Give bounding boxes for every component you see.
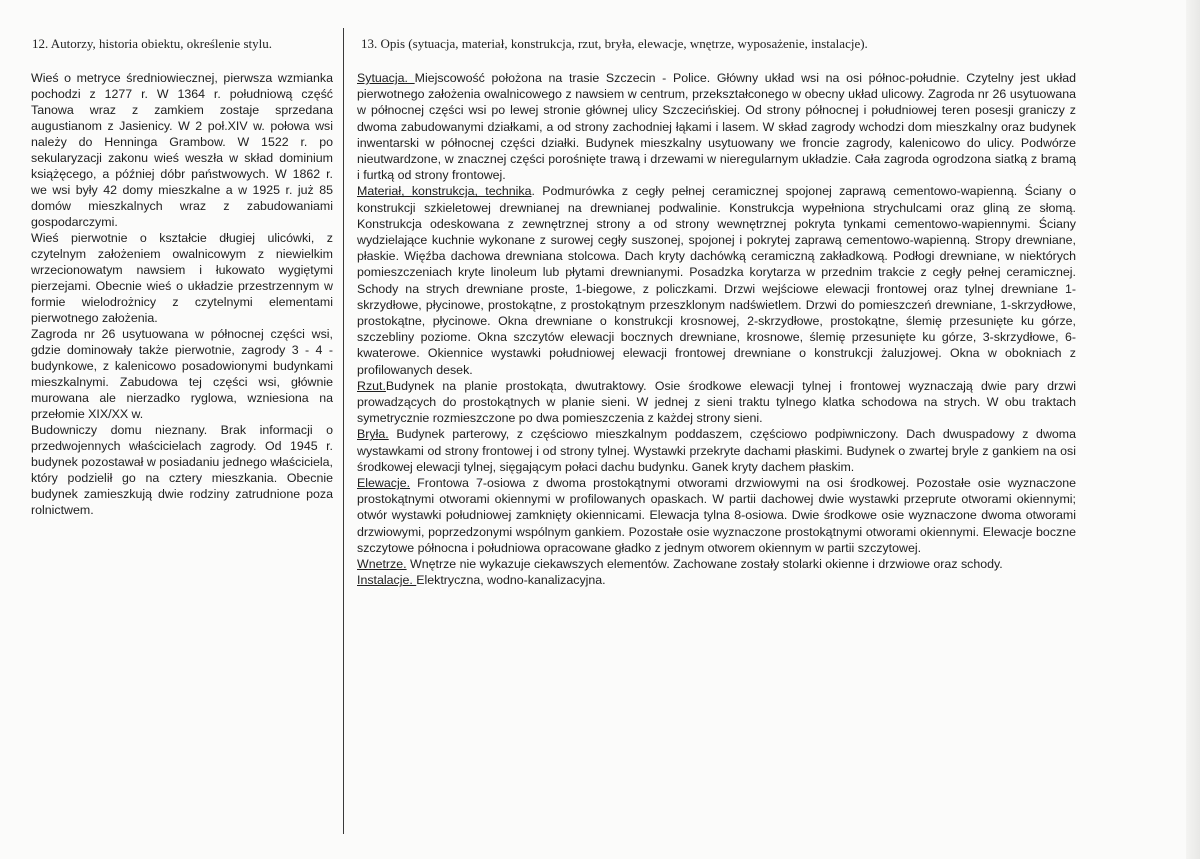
bryla-text: Budynek parterowy, z częściowo mieszkalnym poddaszem, częściowo podpiwniczony. Dach dwuspadowy z dwoma wystawkami od strony frontowej i od strony tylnej. Wystawki przekryte dachami płaskimi. Budynek o zwartej bryle z gankiem na osi środkowej elewacji tylnej, sięgającym połaci dachu budynku. Ganek kryty dachem płaskim. bbox=[357, 427, 1076, 474]
bryla-label: Bryła. bbox=[357, 427, 389, 442]
column-divider bbox=[343, 28, 344, 834]
wnetrze-label: Wnetrze. bbox=[357, 557, 407, 572]
bryla-paragraph bbox=[357, 426, 1076, 475]
rzut-label: Rzut. bbox=[357, 378, 386, 393]
sytuacja-label: Sytuacja. bbox=[357, 71, 415, 85]
scan-edge bbox=[1186, 0, 1200, 859]
elewacje-paragraph bbox=[357, 475, 1076, 556]
history-paragraph-3: Zagroda nr 26 usytuowana w północnej części wsi, gdzie dominowały także pierwotnie, zagrody 3 - 4 -budynkowe, z kalenicowo posadowionymi budynkami mieszkalnymi. Zabudowa tej części wsi, głównie murowana ale nierzadko ryglowa, wzniesiona na przełomie XIX/XX w. bbox=[31, 327, 333, 421]
wnetrze-paragraph bbox=[357, 556, 1076, 572]
rzut-text: Budynek na planie prostokąta, dwutraktowy. Osie środkowe elewacji tylnej i frontowej wyznaczają dwie pary drzwi prowadzących do prostokątnych w planie sieni. W jednej z sieni traktu tylnego klatka schodowa na strych. W obu traktach symetrycznie rozmieszczone po dwa pomieszczenia z każdej strony sieni. bbox=[357, 378, 1076, 426]
section-13-heading: 13. Opis (sytuacja, materiał, konstrukcja, rzut, bryła, elewacje, wnętrze, wyposażenie, instalacje). bbox=[361, 36, 868, 51]
instalacje-label: Instalacje. bbox=[357, 573, 417, 588]
wnetrze-text: Wnętrze nie wykazuje ciekawszych elementów. Zachowane zostały stolarki okienne i drzwiowe oraz schody. bbox=[406, 557, 1003, 572]
history-paragraph-4: Budowniczy domu nieznany. Brak informacji o przedwojennych właścicielach zagrody. Od 1945 r. budynek pozostawał w posiadaniu jednego właściciela, który podzielił go na cztery mieszkania. Obecnie budynek zamieszkują dwie rodziny zatrudnione poza rolnictwem. bbox=[31, 423, 333, 517]
description-column bbox=[357, 70, 1076, 589]
elewacje-text: Frontowa 7-osiowa z dwoma prostokątnymi otworami drzwiowymi na osi środkowej. Pozostałe osie wyznaczone prostokątnymi otworami okiennymi w profilowanych opaskach. W partii dachowej dwie wystawki przeprute otworami okiennymi; otwór wystawki południowej zamknięty okiennicami. Elewacja tylna 8-osiowa. Dwie środkowe osie wyznaczone dwoma otworami drzwiowymi, poprzedzonymi wspólnym gankiem. Pozostałe osie wyznaczone prostokątnymi otworami okiennymi. Elewacje boczne szczytowe północna i południowa opracowane gładko z jednym otworem okiennym w partii szczytowej. bbox=[357, 476, 1076, 555]
history-column bbox=[31, 70, 333, 518]
material-label: Materiał, konstrukcja, technika bbox=[357, 184, 532, 199]
rzut-paragraph bbox=[357, 378, 1076, 427]
elewacje-label: Elewacje. bbox=[357, 476, 411, 491]
history-paragraph-1: Wieś o metryce średniowiecznej, pierwsza wzmianka pochodzi z 1277 r. W 1364 r. południową część Tanowa wraz z zamkiem zostaje sprzedana augustianom z Jasienicy. W 2 poł.XIV w. połowa wsi należy do Henninga Grambow. W 1522 r. po sekularyzacji zakonu wieś weszła w skład dominium książęcego, a później dóbr państwowych. W 1862 r. we wsi były 42 domy mieszkalne a w 1925 r. już 85 domów mieszkalnych wraz z zabudowaniami gospodarczymi. bbox=[31, 71, 333, 229]
section-12-heading: 12. Autorzy, historia obiektu, określenie stylu. bbox=[32, 36, 272, 51]
material-paragraph bbox=[357, 183, 1076, 377]
history-paragraph-2: Wieś pierwotnie o kształcie długiej ulicówki, z czytelnym założeniem owalnicowym z niewielkim wrzecionowatym nawsiem i łukowato wygiętymi pierzejami. Obecnie wieś o układzie przestrzennym w formie wielodrożnicy z czytelnymi elementami pierwotnego założenia. bbox=[31, 231, 333, 325]
sytuacja-text: Miejscowość położona na trasie Szczecin - Police. Główny układ wsi na osi północ-południe. Czytelny jest układ pierwotnego założenia owalnicowego z nawsiem w centrum, przekształconego w obecny układ ulicowy. Zagroda nr 26 usytuowana w północnej części wsi po lewej stronie głównej ulicy Szczecińskiej. Od strony północnej i południowej teren posesji graniczy z dwoma zabudowanymi działkami, a od strony zachodniej łąkami i lasem. W skład zagrody wchodzi dom mieszkalny oraz budynek inwentarski w północnej części działki. Budynek mieszkalny usytuowany we froncie zagrody, kalenicowo do ulicy. Podwórze nieutwardzone, w znacznej części porośnięte trawą i drzewami w nieregularnym układzie. Cała zagroda ogrodzona siatką z bramą i furtką od strony frontowej. bbox=[357, 71, 1076, 183]
sytuacja-paragraph bbox=[357, 70, 1076, 183]
instalacje-text: Elektryczna, wodno-kanalizacyjna. bbox=[416, 573, 606, 588]
instalacje-paragraph bbox=[357, 572, 1076, 588]
material-text: . Podmurówka z cegły pełnej ceramicznej spojonej zaprawą cementowo-wapienną. Ściany o konstrukcji szkieletowej drewnianej na drewnianej podwalinie. Konstrukcja wypełniona strychulcami oraz gliną ze słomą. Konstrukcja odeskowana z zewnętrznej strony a od strony wewnętrznej pokryta tynkami cementowo-wapiennymi. Ściany wydzielające kuchnie wykonane z surowej cegły suszonej, spojonej i pokrytej zaprawą cementowo-wapienną. Stropy drewniane, płaskie. Więźba dachowa drewniana stolcowa. Dach kryty dachówką ceramiczną zakładkową. Podłogi drewniane, w niektórych pomieszczeniach kryte linoleum lub płytami drewnianymi. Posadzka korytarza w przednim trakcie z cegły pełnej ceramicznej. Schody na strych drewniane proste, 1-biegowe, z policzkami. Drzwi wejściowe elewacji frontowej oraz tylnej drewniane 1-skrzydłowe, płycinowe, prostokątne, z prostokątnym przeszklonym nadświetlem. Drzwi do pomieszczeń drewniane, 1-skrzydłowe, prostokątne, płycinowe. Okna drewniane o konstrukcji krosnowej, 2-skrzydłowe, prostokątne, ślemię przesunięte ku górze, szczebliny poziome. Okna szczytów elewacji bocznych drewniane, krosnowe, ślemię przesunięte ku górze, 3-skrzydłowe, 6-kwaterowe. Okiennice wystawki południowej elewacji frontowej drewniane o konstrukcji żaluzjowej. Okna w obokniach z profilowanych desek. bbox=[357, 184, 1076, 377]
